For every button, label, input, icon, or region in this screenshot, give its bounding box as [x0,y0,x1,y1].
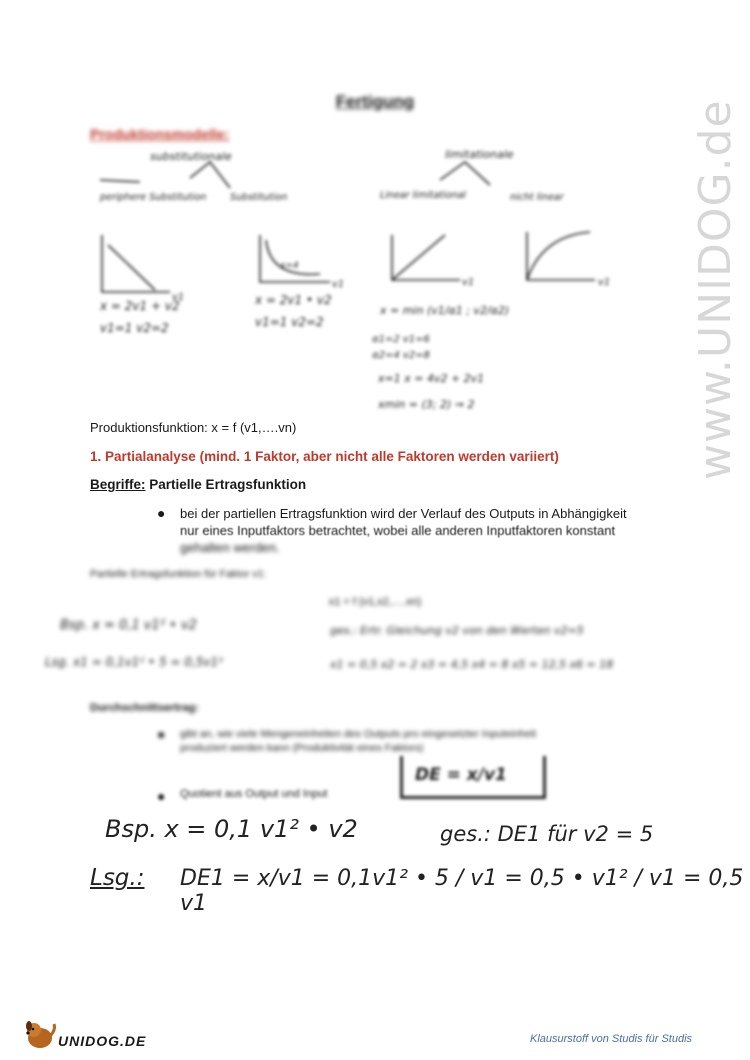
sketch-axis-label-4: v1 [598,277,611,288]
sketch-m1-eq1: x = 2v1 + v2 [100,299,180,313]
footer-tagline: Klausurstoff von Studis für Studis [530,1033,693,1045]
sketch-m2-eq2: v1=1 v2=2 [255,315,324,329]
production-function: Produktionsfunktion: x = f (v1,….vn) [90,420,297,435]
bullet-line-1: bei der partiellen Ertragsfunktion wird der Verlauf des Outputs in Abhängigkeit [180,506,627,521]
begriffe-value: Partielle Ertragsfunktion [149,477,307,492]
bullet-dot: ● [157,726,166,742]
average-yield-bullet-2 [157,788,328,804]
sketch-m1-eq2: v1=1 v2=2 [100,321,169,335]
sketch-curve-label: x=4 [280,261,299,271]
average-yield-bullet-1-text: gibt an, wie viele Mengeneinheiten des Outputs pro eingesetzter Inputeinheit produziert werden kann (Produktivität eines Faktors) [180,728,537,754]
sketch-m3-eq2: α1=2 v1=6 [372,334,430,345]
sketch-m3-eq5: xmin = (3; 2) ⇒ 2 [378,398,475,411]
bullet-line-2: nur eines Inputfaktors betrachtet, wobei alle anderen Inputfaktoren konstant [180,523,616,538]
sketch-branch-right: limitationale [445,148,514,161]
partial-analysis-heading: 1. Partialanalyse (mind. 1 Faktor, aber nicht alle Faktoren werden variiert) [90,449,559,464]
example-2-sought: ges.: DE1 für v2 = 5 [440,822,654,846]
bullet-partial-definition [157,505,670,556]
average-yield-formula: DE = x/v1 [415,765,507,785]
example-2-solution: DE1 = x/v1 = 0,1v1² • 5 / v1 = 0,5 • v1² / v1 = 0,5 v1 [180,866,744,916]
sketch-branch-left: substitutionale [150,150,232,163]
average-yield-label: Durchschnittsertrag: [90,702,199,714]
example-2-solution-label: Lsg.: [90,865,145,891]
average-yield-bullet-1 [157,726,580,755]
begriffe-key: Begriffe: [90,477,146,492]
logo-text: UNIDOG.DE [58,1033,147,1049]
example-1-sought: ges.: Ertr. Gleichung v2 von den Werten v2=5 [330,624,584,637]
example-1-values: x1 = 0,5 x2 = 2 x3 = 4,5 x4 = 8 x5 = 12,5 x6 = 18 [330,658,614,671]
example-1-solution: Lsg. x1 = 0,1v1² • 5 = 0,5v1² [45,655,223,669]
sketch-axis-label-3: v1 [462,277,475,288]
sketch-model-4: nicht linear [510,192,564,203]
production-models-sketch [80,140,680,420]
sketch-axis-label-1: v1 [172,292,185,303]
sketch-model-3: Linear limitational [380,190,466,201]
sketch-m3-eq4: x=1 x = 4v2 + 2v1 [378,372,485,385]
sketch-m3-eq3: α2=4 v2=8 [372,350,430,361]
sketch-model-2: Substitution [230,192,288,203]
sketch-m3-eq1: x = min (v1/α1 ; v2/α2) [380,304,510,317]
example-1-given: Bsp. x = 0,1 v1² • v2 [60,618,197,633]
bullet-line-3: gehalten werden. [180,540,280,555]
bullet-dot: ● [157,505,166,521]
dog-logo-icon [22,1016,58,1052]
section-heading-production-models: Produktionsmodelle: [90,126,230,142]
partial-function-label: Partielle Ertragsfunktion für Faktor v1: [90,568,267,580]
page-title: Fertigung [335,92,415,111]
sketch-m2-eq1: x = 2v1 • v2 [255,293,332,307]
watermark: www.UNIDOG.de [690,99,741,480]
average-yield-bullet-2-text: Quotient aus Output und Input [180,788,328,800]
partial-function-formula: x1 = f (v1,x2,….xn) [328,596,422,608]
sketch-axis-label-2: v1 [332,279,345,290]
example-2-given: Bsp. x = 0,1 v1² • v2 [105,815,358,843]
begriffe-line [90,477,306,492]
bullet-dot: ● [157,788,166,804]
sketch-model-1: periphere Substitution [100,192,207,203]
